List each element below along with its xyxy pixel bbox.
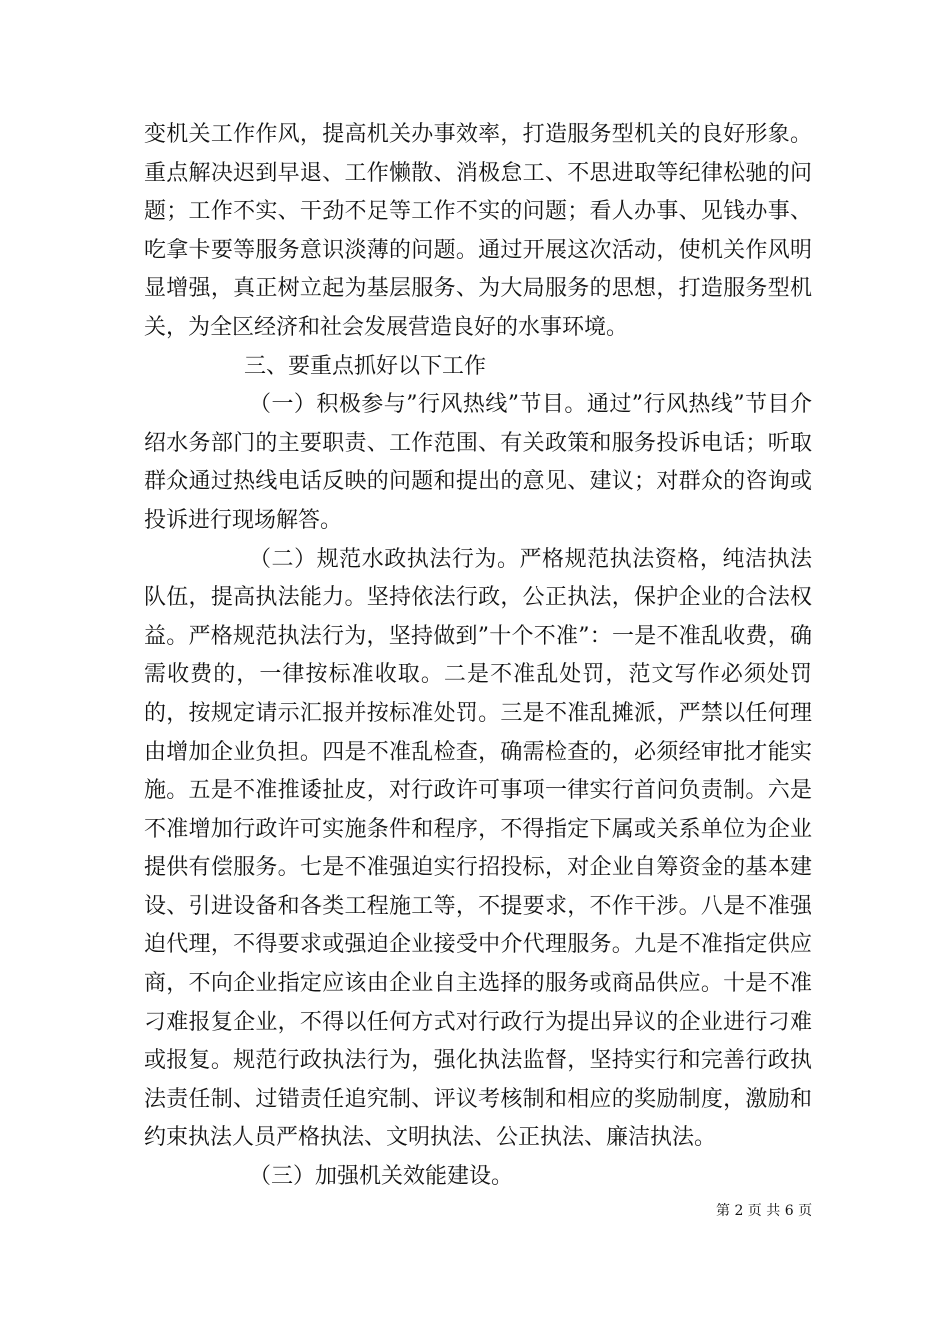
paragraph-item-one: （一）积极参与”行风热线”节目。通过”行风热线”节目介绍水务部门的主要职责、工作范围、有关政策和服务投诉电话；听取群众通过热线电话反映的问题和提出的意见、建议；对群众的咨询或投诉进行现场解答。 xyxy=(144,392,812,533)
paragraph-item-three: （三）加强机关效能建设。 xyxy=(249,1164,514,1190)
page-number-footer: 第 2 页 共 6 页 xyxy=(716,1203,813,1219)
document-body xyxy=(144,116,812,1197)
paragraph-continuation: 变机关工作作风，提高机关办事效率，打造服务型机关的良好形象。重点解决迟到早退、工作懒散、消极怠工、不思进取等纪律松驰的问题；工作不实、干劲不足等工作不实的问题；看人办事、见钱办事、吃拿卡要等服务意识淡薄的问题。通过开展这次活动，使机关作风明显增强，真正树立起为基层服务、为大局服务的思想，打造服务型机关，为全区经济和社会发展营造良好的水事环境。 xyxy=(144,122,812,340)
section-heading-three: 三、要重点抓好以下工作 xyxy=(244,353,487,379)
paragraph-item-two: （二）规范水政执法行为。严格规范执法资格，纯洁执法队伍，提高执法能力。坚持依法行政，公正执法，保护企业的合法权益。严格规范执法行为，坚持做到”十个不准”：一是不准乱收费，确需收费的，一律按标准收取。二是不准乱处罚，范文写作必须处罚的，按规定请示汇报并按标准处罚。三是不准乱摊派，严禁以任何理由增加企业负担。四是不准乱检查，确需检查的，必须经审批才能实施。五是不准推诿扯皮，对行政许可事项一律实行首问负责制。六是不准增加行政许可实施条件和程序，不得指定下属或关系单位为企业提供有偿服务。七是不准强迫实行招投标，对企业自筹资金的基本建设、引进设备和各类工程施工等，不提要求，不作干涉。八是不准强迫代理，不得要求或强迫企业接受中介代理服务。九是不准指定供应商，不向企业指定应该由企业自主选择的服务或商品供应。十是不准刁难报复企业，不得以任何方式对行政行为提出异议的企业进行刁难或报复。规范行政执法行为，强化执法监督，坚持实行和完善行政执法责任制、过错责任追究制、评议考核制和相应的奖励制度，激励和约束执法人员严格执法、文明执法、公正执法、廉洁执法。 xyxy=(144,546,812,1151)
